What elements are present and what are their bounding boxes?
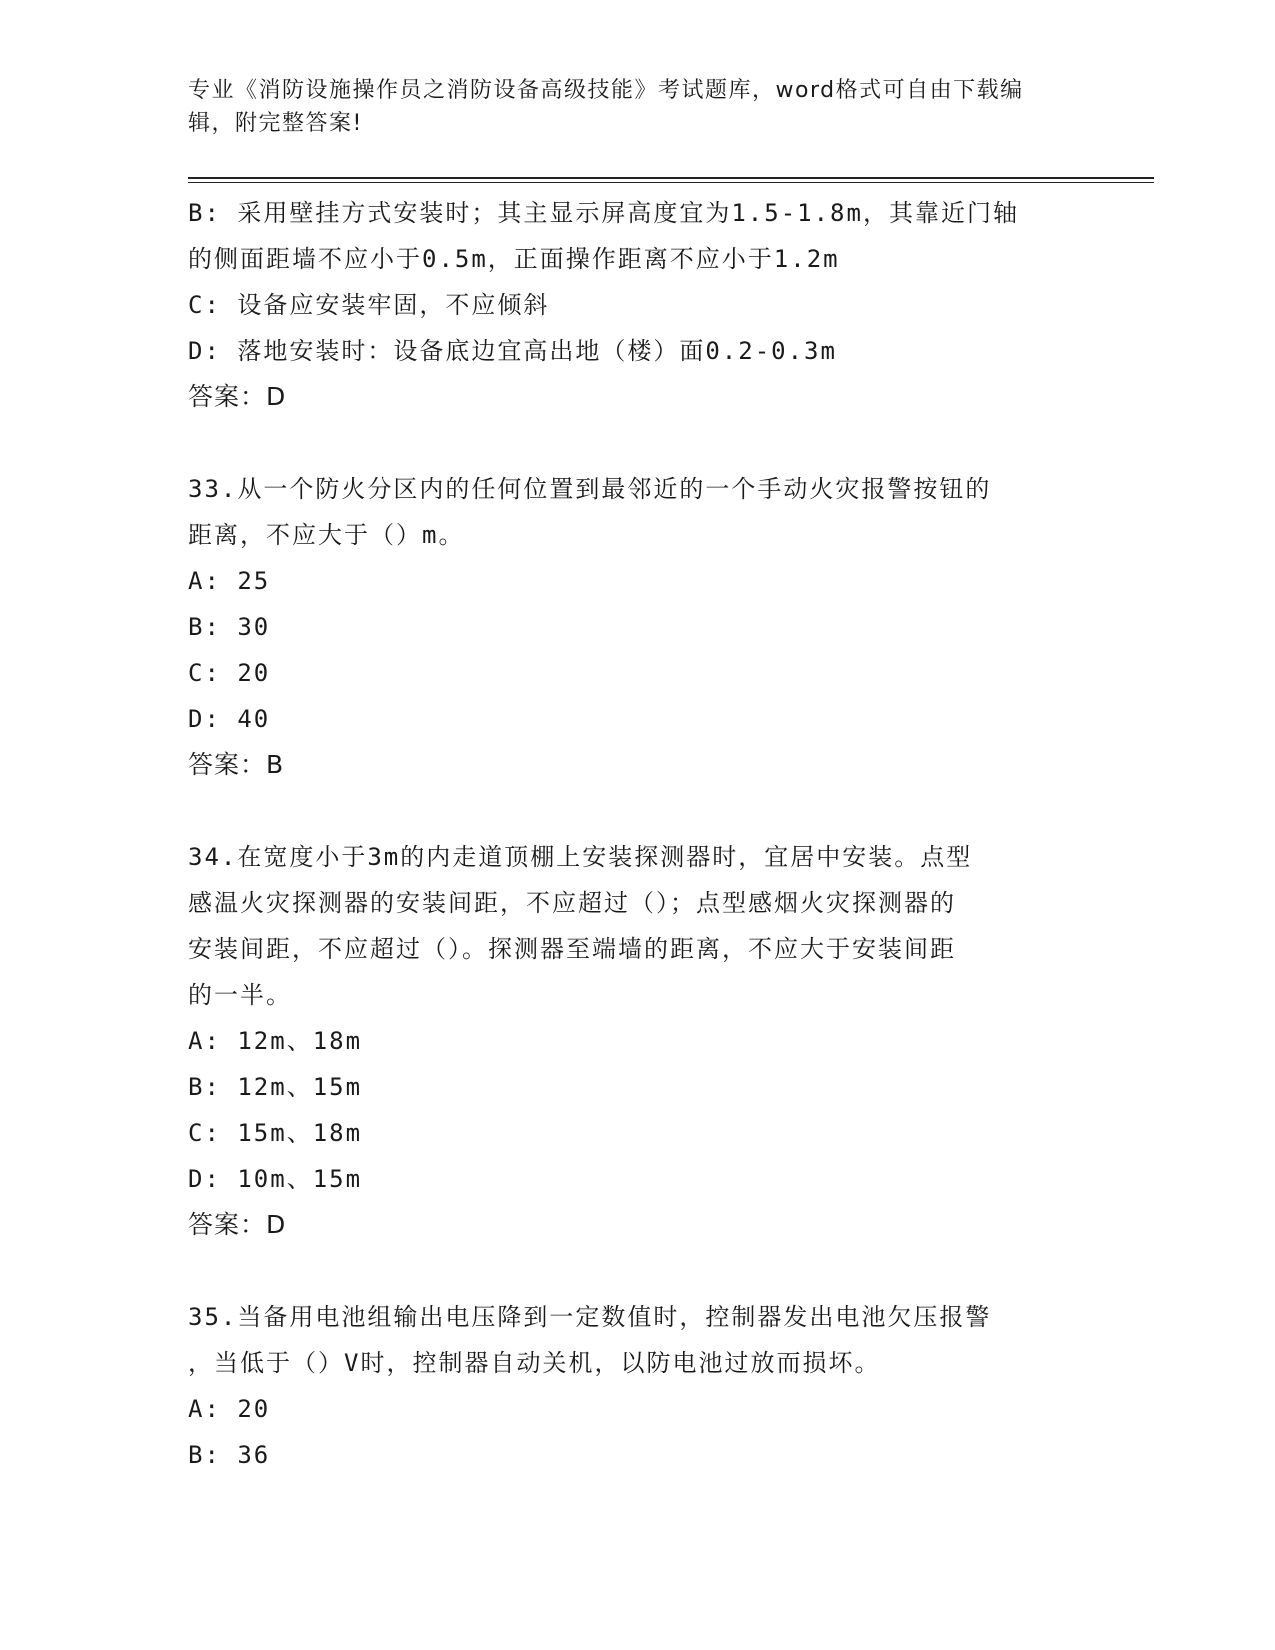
answer-label: 答案：B (188, 750, 285, 779)
question-33 (188, 466, 1088, 788)
header-line-2: 辑，附完整答案! (188, 111, 363, 136)
option-c: C: 15m、18m (188, 1119, 363, 1147)
option-d: D: 40 (188, 705, 271, 733)
answer-label: 答案：D (188, 382, 287, 411)
answer-label: 答案：D (188, 1210, 287, 1239)
option-a: A: 20 (188, 1395, 271, 1423)
question-spacer (188, 788, 1088, 834)
header-divider-thin (188, 182, 1154, 183)
question-stem-line: 34.在宽度小于3m的内走道顶棚上安装探测器时，宜居中安装。点型 (188, 843, 973, 871)
question-stem-line: 距离，不应大于（）m。 (188, 521, 465, 549)
option-d: D: 10m、15m (188, 1165, 363, 1193)
question-stem-line: 的一半。 (188, 981, 292, 1009)
option-a: A: 25 (188, 567, 271, 595)
header-line-1: 专业《消防设施操作员之消防设备高级技能》考试题库，word格式可自由下载编 (188, 78, 1024, 103)
option-b: B: 36 (188, 1441, 271, 1469)
header-divider-thick (188, 177, 1154, 179)
option-b: B: 12m、15m (188, 1073, 363, 1101)
option-b: B: 30 (188, 613, 271, 641)
question-content (188, 190, 1088, 1478)
option-c: C: 20 (188, 659, 271, 687)
option-c: C: 设备应安装牢固，不应倾斜 (188, 291, 550, 319)
question-32-continued (188, 190, 1088, 420)
question-35 (188, 1294, 1088, 1478)
question-stem-line: 33.从一个防火分区内的任何位置到最邻近的一个手动火灾报警按钮的 (188, 475, 992, 503)
question-stem-line: 感温火灾探测器的安装间距，不应超过（）；点型感烟火灾探测器的 (188, 889, 956, 917)
question-stem-line: ，当低于（）V时，控制器自动关机，以防电池过放而损坏。 (188, 1349, 881, 1377)
question-spacer (188, 420, 1088, 466)
option-d: D: 落地安装时：设备底边宜高出地（楼）面0.2-0.3m (188, 337, 837, 365)
option-a: A: 12m、18m (188, 1027, 363, 1055)
question-34 (188, 834, 1088, 1248)
document-header (188, 74, 1068, 140)
question-stem-line: 安装间距，不应超过（）。探测器至端墙的距离，不应大于安装间距 (188, 935, 956, 963)
question-stem-line: 35.当备用电池组输出电压降到一定数值时，控制器发出电池欠压报警 (188, 1303, 992, 1331)
option-b-line-2: 的侧面距墙不应小于0.5m，正面操作距离不应小于1.2m (188, 245, 840, 273)
option-b-line-1: B: 采用壁挂方式安装时；其主显示屏高度宜为1.5-1.8m，其靠近门轴 (188, 199, 1019, 227)
question-spacer (188, 1248, 1088, 1294)
